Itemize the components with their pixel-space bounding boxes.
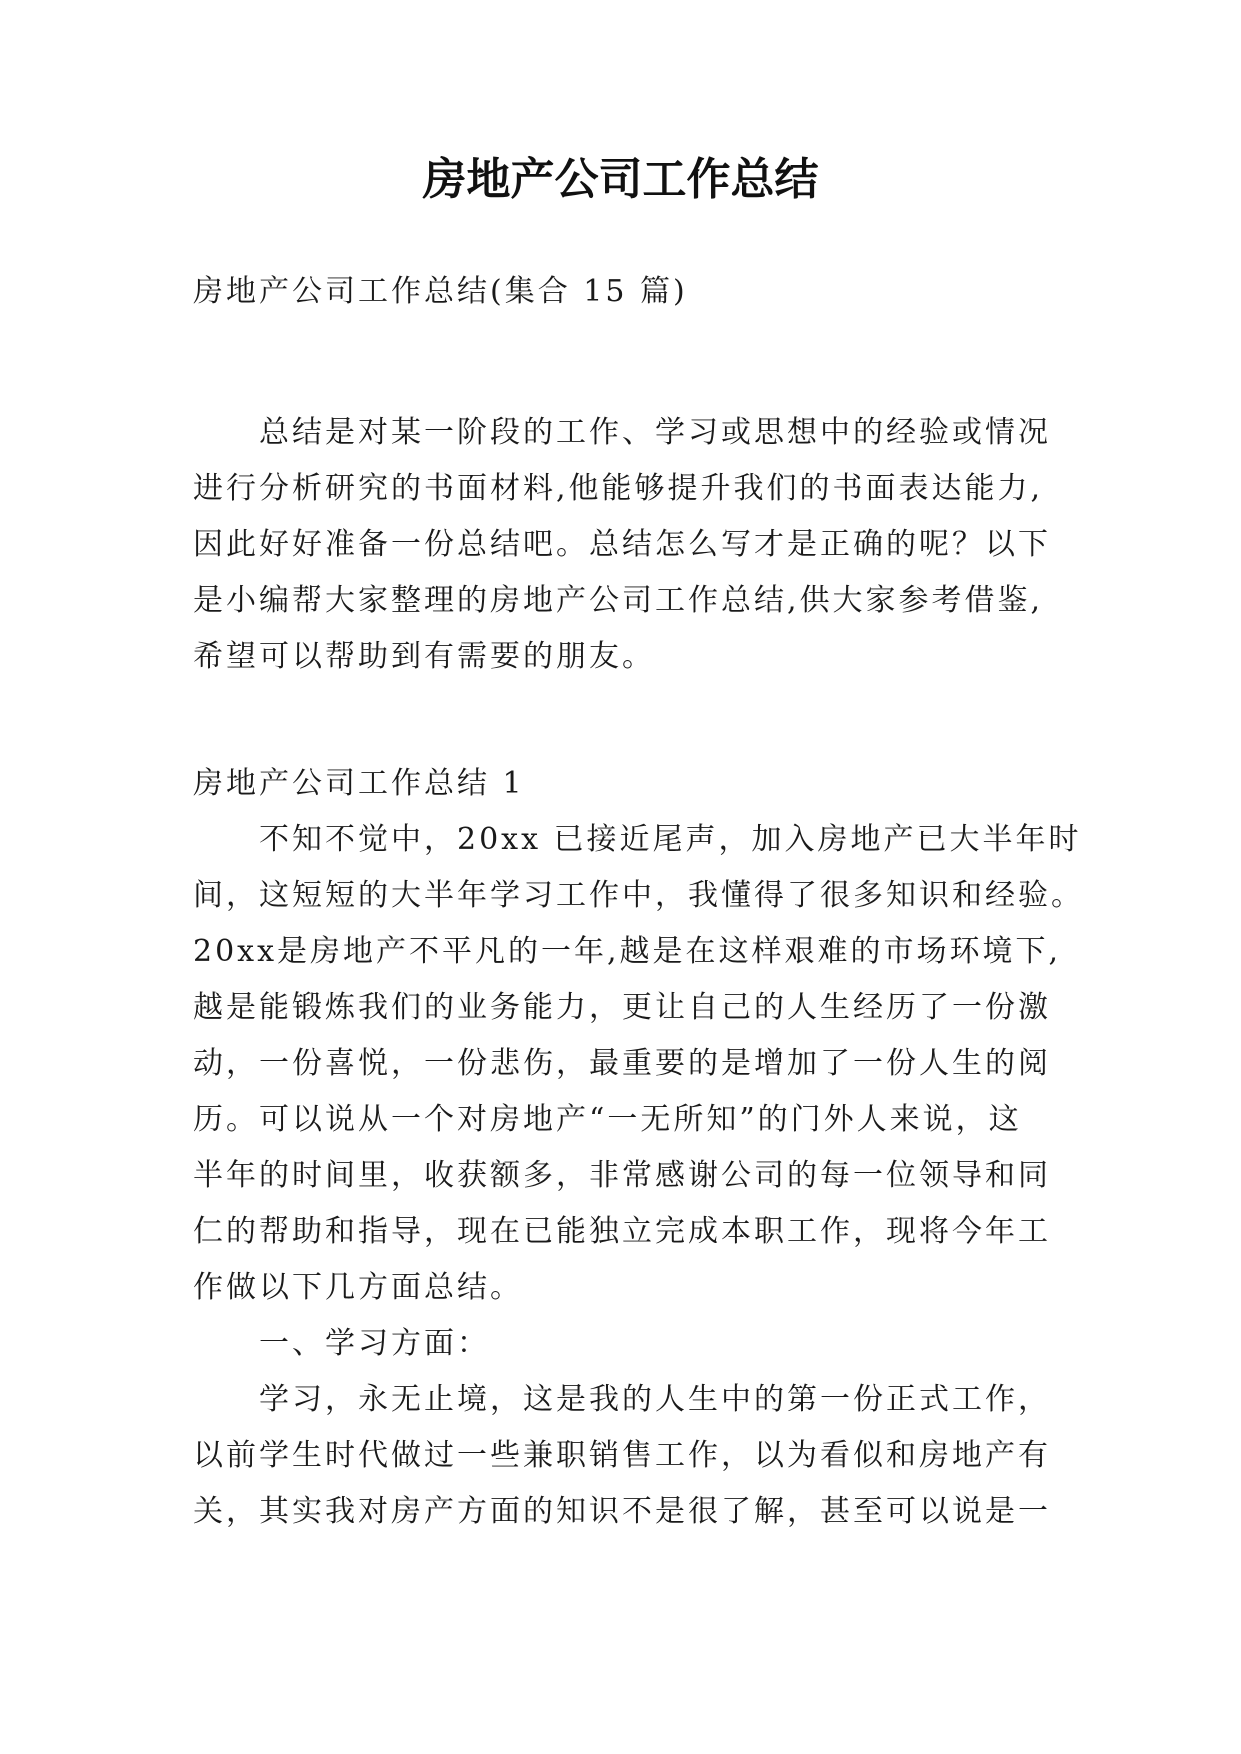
subtitle-text: 房地产公司工作总结(集合 15 篇) <box>193 274 688 309</box>
section-heading <box>193 756 1055 812</box>
body-line: 动，一份喜悦，一份悲伤，最重要的是增加了一份人生的阅 <box>193 1046 1051 1081</box>
document-title: 房地产公司工作总结 <box>422 154 819 205</box>
body-line: 20xx是房地产不平凡的一年,越是在这样艰难的市场环境下, <box>193 934 1062 969</box>
body-line: 学习，永无止境，这是我的人生中的第一份正式工作， <box>259 1382 1051 1417</box>
intro-line: 因此好好准备一份总结吧。总结怎么写才是正确的呢？以下 <box>193 527 1051 562</box>
section-body <box>193 812 1084 1540</box>
intro-line: 总结是对某一阶段的工作、学习或思想中的经验或情况 <box>259 415 1051 450</box>
intro-paragraph <box>193 405 1055 685</box>
body-line: 以前学生时代做过一些兼职销售工作，以为看似和房地产有 <box>193 1438 1051 1473</box>
intro-line: 希望可以帮助到有需要的朋友。 <box>193 639 655 674</box>
body-line: 越是能锻炼我们的业务能力，更让自己的人生经历了一份激 <box>193 990 1051 1025</box>
document-subtitle <box>193 264 1055 320</box>
intro-line: 进行分析研究的书面材料,他能够提升我们的书面表达能力, <box>193 471 1044 506</box>
body-line: 不知不觉中，20xx 已接近尾声，加入房地产已大半年时 <box>259 822 1082 857</box>
body-line: 一、学习方面： <box>259 1326 490 1361</box>
body-line: 历。可以说从一个对房地产“一无所知”的门外人来说，这 <box>193 1102 1022 1137</box>
body-line: 间，这短短的大半年学习工作中，我懂得了很多知识和经验。 <box>193 878 1084 913</box>
body-line: 半年的时间里，收获额多，非常感谢公司的每一位领导和同 <box>193 1158 1051 1193</box>
body-line: 关，其实我对房产方面的知识不是很了解，甚至可以说是一 <box>193 1494 1051 1529</box>
body-line: 仁的帮助和指导，现在已能独立完成本职工作，现将今年工 <box>193 1214 1051 1249</box>
body-line: 作做以下几方面总结。 <box>193 1270 523 1305</box>
section-heading-text: 房地产公司工作总结 1 <box>193 766 525 801</box>
intro-line: 是小编帮大家整理的房地产公司工作总结,供大家参考借鉴, <box>193 583 1044 618</box>
